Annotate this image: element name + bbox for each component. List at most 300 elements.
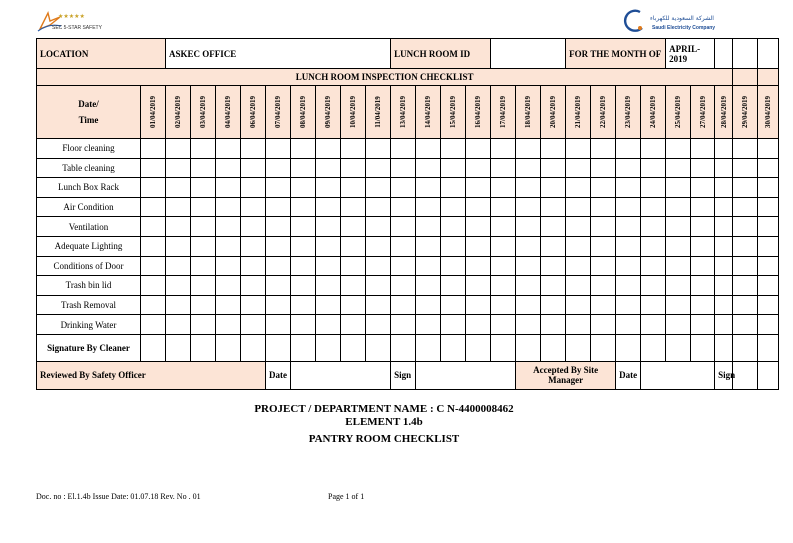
check-cell[interactable]	[666, 276, 691, 296]
check-cell[interactable]	[491, 197, 516, 217]
check-cell[interactable]	[141, 334, 166, 361]
check-cell[interactable]	[341, 158, 366, 178]
check-cell[interactable]	[758, 334, 779, 361]
review-sign-value	[416, 361, 516, 389]
check-cell[interactable]	[616, 158, 641, 178]
check-cell[interactable]	[566, 256, 591, 276]
date-header-cell	[466, 86, 491, 139]
check-cell[interactable]	[291, 334, 316, 361]
check-cell[interactable]	[691, 158, 715, 178]
check-cell[interactable]	[566, 295, 591, 315]
check-cell[interactable]	[241, 276, 266, 296]
check-cell[interactable]	[141, 197, 166, 217]
check-cell[interactable]	[715, 158, 733, 178]
check-cell[interactable]	[516, 334, 541, 361]
check-cell[interactable]	[641, 217, 666, 237]
check-cell[interactable]	[166, 217, 191, 237]
check-cell[interactable]	[715, 197, 733, 217]
check-cell[interactable]	[266, 315, 291, 335]
check-cell[interactable]	[416, 295, 441, 315]
check-cell[interactable]	[191, 178, 216, 198]
check-cell[interactable]	[166, 295, 191, 315]
check-cell[interactable]	[591, 315, 616, 335]
check-cell[interactable]	[441, 197, 466, 217]
check-cell[interactable]	[366, 139, 391, 159]
check-cell[interactable]	[516, 217, 541, 237]
check-cell[interactable]	[391, 158, 416, 178]
check-cell[interactable]	[541, 315, 566, 335]
check-cell[interactable]	[491, 276, 516, 296]
check-cell[interactable]	[666, 178, 691, 198]
check-cell[interactable]	[266, 197, 291, 217]
check-cell[interactable]	[591, 158, 616, 178]
checklist-row	[37, 256, 793, 276]
check-cell[interactable]	[666, 158, 691, 178]
check-cell[interactable]	[416, 139, 441, 159]
check-cell[interactable]	[491, 315, 516, 335]
check-cell[interactable]	[516, 295, 541, 315]
check-cell[interactable]	[441, 217, 466, 237]
check-cell[interactable]	[241, 236, 266, 256]
check-cell[interactable]	[291, 295, 316, 315]
item-name: Trash Removal	[37, 295, 141, 315]
check-cell[interactable]	[491, 236, 516, 256]
check-cell[interactable]	[291, 236, 316, 256]
check-cell[interactable]	[191, 139, 216, 159]
check-cell[interactable]	[141, 295, 166, 315]
check-cell[interactable]	[291, 256, 316, 276]
check-cell[interactable]	[641, 197, 666, 217]
check-cell[interactable]	[666, 334, 691, 361]
check-cell[interactable]	[391, 236, 416, 256]
check-cell[interactable]	[366, 178, 391, 198]
check-cell[interactable]	[641, 334, 666, 361]
check-cell[interactable]	[191, 276, 216, 296]
check-cell[interactable]	[316, 295, 341, 315]
check-cell[interactable]	[666, 295, 691, 315]
check-cell[interactable]	[366, 256, 391, 276]
check-cell[interactable]	[616, 334, 641, 361]
check-cell[interactable]	[616, 295, 641, 315]
check-cell[interactable]	[216, 217, 241, 237]
check-cell[interactable]	[491, 178, 516, 198]
check-cell[interactable]	[266, 217, 291, 237]
check-cell[interactable]	[441, 178, 466, 198]
check-cell[interactable]	[758, 276, 779, 296]
check-cell[interactable]	[566, 236, 591, 256]
check-cell[interactable]	[391, 197, 416, 217]
check-cell[interactable]	[616, 197, 641, 217]
check-cell[interactable]	[316, 236, 341, 256]
check-cell[interactable]	[715, 295, 733, 315]
check-cell[interactable]	[366, 276, 391, 296]
check-cell[interactable]	[566, 139, 591, 159]
check-cell[interactable]	[341, 217, 366, 237]
check-cell[interactable]	[616, 276, 641, 296]
check-cell[interactable]	[616, 256, 641, 276]
check-cell[interactable]	[466, 276, 491, 296]
check-cell[interactable]	[341, 256, 366, 276]
check-cell[interactable]	[715, 236, 733, 256]
check-cell[interactable]	[241, 217, 266, 237]
check-cell[interactable]	[341, 334, 366, 361]
check-cell[interactable]	[666, 256, 691, 276]
check-cell[interactable]	[441, 256, 466, 276]
check-cell[interactable]	[366, 334, 391, 361]
check-cell[interactable]	[441, 139, 466, 159]
check-cell[interactable]	[566, 334, 591, 361]
check-cell[interactable]	[416, 197, 441, 217]
check-cell[interactable]	[516, 158, 541, 178]
check-cell[interactable]	[691, 256, 715, 276]
check-cell[interactable]	[266, 139, 291, 159]
check-cell[interactable]	[516, 256, 541, 276]
check-cell[interactable]	[441, 236, 466, 256]
check-cell[interactable]	[416, 236, 441, 256]
location-value: ASKEC OFFICE	[166, 39, 391, 69]
check-cell[interactable]	[216, 158, 241, 178]
date-header-cell	[566, 86, 591, 139]
check-cell[interactable]	[466, 295, 491, 315]
check-cell[interactable]	[141, 276, 166, 296]
check-cell[interactable]	[733, 178, 758, 198]
check-cell[interactable]	[366, 315, 391, 335]
check-cell[interactable]	[291, 276, 316, 296]
check-cell[interactable]	[191, 217, 216, 237]
check-cell[interactable]	[733, 217, 758, 237]
check-cell[interactable]	[291, 197, 316, 217]
accept-sign-label: Sign	[715, 361, 733, 389]
check-cell[interactable]	[541, 158, 566, 178]
check-cell[interactable]	[441, 334, 466, 361]
check-cell[interactable]	[491, 217, 516, 237]
check-cell[interactable]	[416, 158, 441, 178]
check-cell[interactable]	[758, 236, 779, 256]
check-cell[interactable]	[391, 295, 416, 315]
check-cell[interactable]	[316, 158, 341, 178]
check-cell[interactable]	[616, 217, 641, 237]
check-cell[interactable]	[715, 139, 733, 159]
check-cell[interactable]	[491, 334, 516, 361]
check-cell[interactable]	[541, 178, 566, 198]
check-cell[interactable]	[191, 197, 216, 217]
check-cell[interactable]	[733, 276, 758, 296]
check-cell[interactable]	[641, 315, 666, 335]
check-cell[interactable]	[316, 139, 341, 159]
date-header-cell	[266, 86, 291, 139]
check-cell[interactable]	[191, 315, 216, 335]
check-cell[interactable]	[191, 295, 216, 315]
check-cell[interactable]	[516, 139, 541, 159]
check-cell[interactable]	[733, 236, 758, 256]
check-cell[interactable]	[141, 178, 166, 198]
check-cell[interactable]	[691, 276, 715, 296]
check-cell[interactable]	[516, 197, 541, 217]
check-cell[interactable]	[241, 256, 266, 276]
check-cell[interactable]	[666, 197, 691, 217]
check-cell[interactable]	[441, 276, 466, 296]
check-cell[interactable]	[541, 236, 566, 256]
check-cell[interactable]	[141, 158, 166, 178]
check-cell[interactable]	[491, 139, 516, 159]
check-cell[interactable]	[266, 276, 291, 296]
check-cell[interactable]	[391, 217, 416, 237]
date-header-text: 15/04/2019	[449, 96, 458, 128]
check-cell[interactable]	[216, 295, 241, 315]
check-cell[interactable]	[391, 276, 416, 296]
date-header-cell	[691, 86, 715, 139]
check-cell[interactable]	[591, 256, 616, 276]
check-cell[interactable]	[141, 315, 166, 335]
check-cell[interactable]	[316, 178, 341, 198]
check-cell[interactable]	[466, 178, 491, 198]
check-cell[interactable]	[758, 256, 779, 276]
check-cell[interactable]	[758, 217, 779, 237]
check-cell[interactable]	[466, 217, 491, 237]
check-cell[interactable]	[216, 139, 241, 159]
check-cell[interactable]	[391, 315, 416, 335]
check-cell[interactable]	[516, 178, 541, 198]
check-cell[interactable]	[316, 334, 341, 361]
check-cell[interactable]	[141, 236, 166, 256]
check-cell[interactable]	[166, 139, 191, 159]
check-cell[interactable]	[316, 217, 341, 237]
check-cell[interactable]	[391, 334, 416, 361]
check-cell[interactable]	[291, 178, 316, 198]
check-cell[interactable]	[166, 197, 191, 217]
check-cell[interactable]	[166, 256, 191, 276]
check-cell[interactable]	[466, 315, 491, 335]
check-cell[interactable]	[591, 334, 616, 361]
check-cell[interactable]	[566, 178, 591, 198]
check-cell[interactable]	[733, 197, 758, 217]
check-cell[interactable]	[616, 236, 641, 256]
checklist-row	[37, 276, 793, 296]
check-cell[interactable]	[316, 276, 341, 296]
check-cell[interactable]	[166, 276, 191, 296]
check-cell[interactable]	[441, 295, 466, 315]
check-cell[interactable]	[758, 315, 779, 335]
check-cell[interactable]	[341, 197, 366, 217]
check-cell[interactable]	[341, 295, 366, 315]
check-cell[interactable]	[191, 158, 216, 178]
check-cell[interactable]	[516, 315, 541, 335]
check-cell[interactable]	[341, 139, 366, 159]
check-cell[interactable]	[591, 139, 616, 159]
check-cell[interactable]	[241, 158, 266, 178]
check-cell[interactable]	[141, 139, 166, 159]
check-cell[interactable]	[241, 178, 266, 198]
check-cell[interactable]	[291, 158, 316, 178]
check-cell[interactable]	[341, 236, 366, 256]
date-header-text: 18/04/2019	[524, 96, 533, 128]
check-cell[interactable]	[691, 295, 715, 315]
check-cell[interactable]	[341, 315, 366, 335]
check-cell[interactable]	[641, 178, 666, 198]
check-cell[interactable]	[316, 315, 341, 335]
check-cell[interactable]	[666, 236, 691, 256]
check-cell[interactable]	[641, 236, 666, 256]
check-cell[interactable]	[366, 236, 391, 256]
check-cell[interactable]	[241, 315, 266, 335]
check-cell[interactable]	[166, 236, 191, 256]
check-cell[interactable]	[241, 139, 266, 159]
check-cell[interactable]	[641, 295, 666, 315]
check-cell[interactable]	[441, 315, 466, 335]
check-cell[interactable]	[416, 334, 441, 361]
check-cell[interactable]	[691, 197, 715, 217]
check-cell[interactable]	[733, 295, 758, 315]
check-cell[interactable]	[266, 178, 291, 198]
check-cell[interactable]	[691, 334, 715, 361]
check-cell[interactable]	[241, 295, 266, 315]
check-cell[interactable]	[733, 139, 758, 159]
check-cell[interactable]	[466, 334, 491, 361]
check-cell[interactable]	[591, 276, 616, 296]
check-cell[interactable]	[291, 217, 316, 237]
check-cell[interactable]	[758, 197, 779, 217]
check-cell[interactable]	[366, 217, 391, 237]
check-cell[interactable]	[666, 139, 691, 159]
check-cell[interactable]	[541, 217, 566, 237]
check-cell[interactable]	[541, 197, 566, 217]
check-cell[interactable]	[733, 315, 758, 335]
check-cell[interactable]	[141, 256, 166, 276]
check-cell[interactable]	[216, 276, 241, 296]
check-cell[interactable]	[216, 334, 241, 361]
check-cell[interactable]	[491, 256, 516, 276]
check-cell[interactable]	[166, 315, 191, 335]
check-cell[interactable]	[416, 256, 441, 276]
check-cell[interactable]	[566, 197, 591, 217]
check-cell[interactable]	[466, 197, 491, 217]
check-cell[interactable]	[341, 276, 366, 296]
check-cell[interactable]	[591, 197, 616, 217]
check-cell[interactable]	[166, 158, 191, 178]
check-cell[interactable]	[641, 256, 666, 276]
check-cell[interactable]	[691, 315, 715, 335]
check-cell[interactable]	[641, 158, 666, 178]
check-cell[interactable]	[715, 276, 733, 296]
check-cell[interactable]	[758, 158, 779, 178]
check-cell[interactable]	[715, 334, 733, 361]
check-cell[interactable]	[758, 139, 779, 159]
check-cell[interactable]	[516, 236, 541, 256]
check-cell[interactable]	[758, 295, 779, 315]
check-cell[interactable]	[541, 256, 566, 276]
check-cell[interactable]	[691, 139, 715, 159]
check-cell[interactable]	[416, 178, 441, 198]
check-cell[interactable]	[291, 139, 316, 159]
check-cell[interactable]	[216, 256, 241, 276]
check-cell[interactable]	[566, 217, 591, 237]
check-cell[interactable]	[591, 178, 616, 198]
check-cell[interactable]	[591, 236, 616, 256]
check-cell[interactable]	[391, 139, 416, 159]
check-cell[interactable]	[416, 315, 441, 335]
check-cell[interactable]	[758, 178, 779, 198]
check-cell[interactable]	[691, 178, 715, 198]
check-cell[interactable]	[616, 178, 641, 198]
check-cell[interactable]	[316, 256, 341, 276]
check-cell[interactable]	[666, 315, 691, 335]
check-cell[interactable]	[591, 295, 616, 315]
check-cell[interactable]	[733, 256, 758, 276]
check-cell[interactable]	[241, 197, 266, 217]
check-cell[interactable]	[266, 256, 291, 276]
check-cell[interactable]	[715, 315, 733, 335]
check-cell[interactable]	[416, 276, 441, 296]
check-cell[interactable]	[466, 256, 491, 276]
check-cell[interactable]	[715, 217, 733, 237]
check-cell[interactable]	[566, 315, 591, 335]
check-cell[interactable]	[641, 276, 666, 296]
check-cell[interactable]	[715, 256, 733, 276]
pantry-room-title: PANTRY ROOM CHECKLIST	[308, 433, 460, 445]
check-cell[interactable]	[516, 276, 541, 296]
check-cell[interactable]	[541, 334, 566, 361]
check-cell[interactable]	[166, 178, 191, 198]
check-cell[interactable]	[391, 256, 416, 276]
check-cell[interactable]	[266, 334, 291, 361]
check-cell[interactable]	[366, 295, 391, 315]
check-cell[interactable]	[416, 217, 441, 237]
check-cell[interactable]	[566, 276, 591, 296]
check-cell[interactable]	[266, 295, 291, 315]
check-cell[interactable]	[591, 217, 616, 237]
check-cell[interactable]	[641, 139, 666, 159]
check-cell[interactable]	[366, 197, 391, 217]
check-cell[interactable]	[616, 315, 641, 335]
check-cell[interactable]	[216, 178, 241, 198]
check-cell[interactable]	[616, 139, 641, 159]
check-cell[interactable]	[441, 158, 466, 178]
check-cell[interactable]	[733, 334, 758, 361]
check-cell[interactable]	[191, 334, 216, 361]
check-cell[interactable]	[216, 197, 241, 217]
check-cell[interactable]	[491, 295, 516, 315]
check-cell[interactable]	[216, 236, 241, 256]
check-cell[interactable]	[166, 334, 191, 361]
check-cell[interactable]	[466, 139, 491, 159]
check-cell[interactable]	[266, 236, 291, 256]
check-cell[interactable]	[541, 295, 566, 315]
check-cell[interactable]	[216, 315, 241, 335]
check-cell[interactable]	[466, 236, 491, 256]
check-cell[interactable]	[566, 158, 591, 178]
check-cell[interactable]	[715, 178, 733, 198]
check-cell[interactable]	[733, 158, 758, 178]
check-cell[interactable]	[241, 334, 266, 361]
check-cell[interactable]	[316, 197, 341, 217]
checklist-title: LUNCH ROOM INSPECTION CHECKLIST	[37, 69, 733, 86]
check-cell[interactable]	[541, 139, 566, 159]
check-cell[interactable]	[341, 178, 366, 198]
check-cell[interactable]	[691, 217, 715, 237]
check-cell[interactable]	[391, 178, 416, 198]
check-cell[interactable]	[366, 158, 391, 178]
check-cell[interactable]	[141, 217, 166, 237]
check-cell[interactable]	[266, 158, 291, 178]
check-cell[interactable]	[291, 315, 316, 335]
check-cell[interactable]	[191, 256, 216, 276]
check-cell[interactable]	[466, 158, 491, 178]
check-cell[interactable]	[666, 217, 691, 237]
check-cell[interactable]	[691, 236, 715, 256]
check-cell[interactable]	[191, 236, 216, 256]
check-cell[interactable]	[541, 276, 566, 296]
check-cell[interactable]	[491, 158, 516, 178]
